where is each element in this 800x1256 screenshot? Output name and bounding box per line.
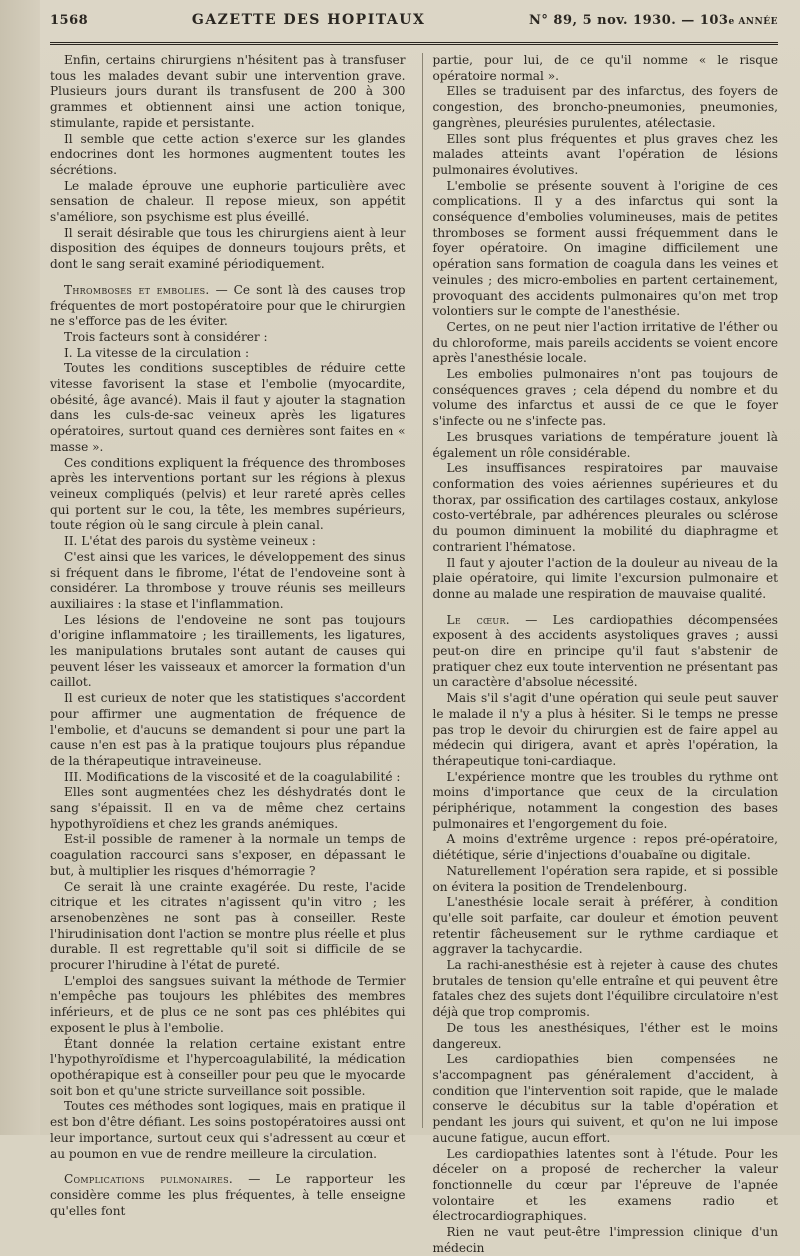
paragraph-text: Enfin, certains chirurgiens n'hésitent pas à transfuser tous les malades devant subir une intervention grave. Plusieurs jours durant ils transfusent de 200 à 300 grammes et obtiennent ainsi une action tonique, stimulante, rapide et persistante. (50, 53, 406, 130)
paragraph (50, 832, 406, 879)
paragraph-text: La rachi-anesthésie est à rejeter à cause des chutes brutales de tension qu'elle entraîne et qui peuvent être fatales chez des sujets dont l'équilibre circulatoire n'est déjà que trop compromis. (432, 958, 778, 1020)
article-columns (50, 53, 778, 1255)
paragraph (433, 958, 779, 1021)
paragraph-text: Les cardiopathies latentes sont à l'étude. Pour les déceler on a proposé de rechercher la valeur fonctionnelle du cœur par l'épreuve de l'apnée volontaire et les examens radio et électrocardiographiques. (432, 1146, 778, 1224)
paragraph (50, 691, 406, 770)
paragraph (433, 320, 779, 367)
paragraph (50, 1037, 406, 1100)
paragraph (50, 361, 406, 455)
paragraph (433, 1147, 779, 1226)
paragraph (433, 367, 779, 430)
header-rule (50, 42, 778, 45)
paragraph-text: Les cardiopathies bien compensées ne s'accompagnent pas généralement d'accident, à condition que l'intervention soit rapide, que le malade conserve le décubitus sur la table d'opération et pendant les jours qui suivent, et qu'on ne lui impose aucune fatigue, aucun effort. (432, 1052, 778, 1145)
paragraph (433, 691, 779, 770)
paragraph (433, 430, 779, 461)
paragraph (50, 179, 406, 226)
section-heading: Thromboses et embolies. (64, 282, 210, 297)
paragraph-text: partie, pour lui, de ce qu'il nomme « le risque opératoire normal ». (432, 53, 778, 83)
paragraph (433, 613, 779, 692)
issue-number: N° 89, 5 nov. 1930. — 103 (529, 13, 729, 28)
paragraph (50, 132, 406, 179)
paragraph-text: Le malade éprouve une euphorie particulière avec sensation de chaleur. Il repose mieux, son appétit s'améliore, son psychisme est plus éveillé. (50, 178, 406, 225)
paragraph-text: — Le rapporteur les considère comme les plus fréquentes, à telle enseigne qu'elles font (50, 1172, 406, 1218)
paragraph-text: Certes, on ne peut nier l'action irritative de l'éther ou du chloroforme, mais pareils accidents se voient encore après l'anesthésie locale. (432, 319, 778, 366)
paragraph-text: II. L'état des parois du système veineux : (64, 534, 316, 549)
paragraph-text: Les brusques variations de température jouent là également un rôle considérable. (432, 429, 778, 460)
paragraph (433, 1021, 779, 1052)
paragraph (433, 1225, 779, 1256)
paragraph-text: L'anesthésie locale serait à préférer, à condition qu'elle soit parfaite, car douleur et émotion peuvent retentir fâcheusement sur le rythme cardiaque et aggraver la tachycardie. (432, 895, 778, 957)
paragraph (433, 864, 779, 895)
paragraph-text: Il faut y ajouter l'action de la douleur au niveau de la plaie opératoire, qui limite l'excursion pulmonaire et donne au malade une respiration de mauvaise qualité. (432, 555, 778, 601)
paragraph (50, 226, 406, 273)
paragraph (50, 785, 406, 832)
paragraph-text: L'emploi des sangsues suivant la méthode de Termier n'empêche pas toujours les phlébites des membres inférieurs, et de plus ce ne sont pas ces phlébites qui exposent le plus à l'embolie. (50, 973, 406, 1035)
left-column (50, 53, 406, 1218)
paragraph-text: Mais s'il s'agit d'une opération qui seule peut sauver le malade il n'y a plus à hésiter. Si le temps ne presse pas trop le devoir du chirurgien est de faire appel au médecin qui dirigera, avant et après l'opération, la thérapeutique toni-cardiaque. (432, 691, 778, 768)
paragraph-text: — Les cardiopathies décompensées exposent à des accidents asystoliques graves ; aussi peut-on dire en principe qu'il faut s'abstenir de pratiquer chez eux toute intervention ne présentant pas un caractère d'absolue nécessité. (432, 612, 778, 690)
paragraph-text: Ce serait là une crainte exagérée. Du reste, l'acide citrique et les citrates n'agissent qu'in vitro ; les arsenobenzènes ne sont pas à conseiller. Reste l'hirudinisation dont l'action se montre plus réelle et plus durable. Il est regrettable qu'il soit si difficile de se procurer l'hirudine à l'état de pureté. (50, 879, 406, 973)
paragraph-text: Elles se traduisent par des infarctus, des foyers de congestion, des broncho-pneumonies, pneumonies, gangrènes, pleurésies purulentes, atélectasie. (432, 84, 778, 130)
paragraph-text: L'embolie se présente souvent à l'origine de ces complications. Il y a des infarctus qui sont la conséquence d'embolies volumineuses, mais de petites thromboses se forment aussi fréquemment dans le foyer opératoire. On imagine difficilement une opération sans formation de coagula dans les veines et veinules ; des micro-embolies en partent certainement, provoquant des accidents pulmonaires qu'on met trop volontiers sur le compte de l'anesthésie. (432, 178, 778, 319)
paragraph-text: I. La vitesse de la circulation : (64, 345, 250, 360)
paragraph-text: Rien ne vaut peut-être l'impression clinique d'un médecin (432, 1225, 778, 1255)
paragraph-text: Il est curieux de noter que les statistiques s'accordent pour affirmer une augmentation de fréquence de l'embolie, et d'aucuns se demandent si pour une part la cause n'en est pas à la pratique toujours plus répandue de la thérapeutique intraveineuse. (50, 691, 406, 768)
paragraph (433, 770, 779, 833)
paragraph (433, 179, 779, 320)
paragraph (433, 461, 779, 555)
paragraph (50, 550, 406, 613)
paragraph (433, 556, 779, 603)
paragraph-text: C'est ainsi que les varices, le développement des sinus si fréquent dans le fibrome, l'état de l'endoveine sont à considérer. La thrombose y trouve réunis ses meilleurs auxiliaires : la stase et l'inflammation. (50, 549, 406, 611)
paragraph-text: Ces conditions expliquent la fréquence des thromboses après les interventions portant sur les régions à plexus veineux compliqués (pelvis) et leur rareté après celles qui portent sur le cou, la tête, les membres supérieurs, toute région où le sang circule à plein canal. (50, 455, 406, 533)
paragraph-text: Les insuffisances respiratoires par mauvaise conformation des voies aériennes supérieures et du thorax, par ossification des cartilages costaux, ankylose costo-vertébrale, par adhérences pleurales ou sclérose du poumon diminuent la mobilité du diaphragme et contrarient l'hématose. (432, 461, 778, 554)
section-heading: Complications pulmonaires. (64, 1172, 234, 1187)
paragraph (50, 53, 406, 132)
paragraph-text: Toutes les conditions susceptibles de réduire cette vitesse favorisent la stase et l'embolie (myocardite, obésité, âge avancé). Mais il faut y ajouter la stagnation dans les culs-de-sac veineux après les ligatures opératoires, surtout quand ces dernières sont faites en « masse ». (50, 361, 406, 454)
section-heading: Le cœur. (446, 612, 510, 627)
paragraph-text: Toutes ces méthodes sont logiques, mais en pratique il est bon d'être défiant. Les soins postopératoires aussi ont leur importance, surtout ceux qui s'adressent au cœur et au poumon en vue de rendre meilleure la circulation. (50, 1099, 406, 1161)
paragraph-text: — Ce sont là des causes trop fréquentes de mort postopératoire pour que le chirurgien ne s'efforce pas de les éviter. (50, 282, 406, 329)
journal-title: GAZETTE DES HOPITAUX (191, 12, 426, 28)
paragraph-text: Est-il possible de ramener à la normale un temps de coagulation raccourci sans s'exposer, en dépassant le but, à multiplier les risques d'hémorragie ? (50, 832, 406, 878)
paragraph (50, 330, 406, 346)
page-header (50, 12, 778, 36)
paragraph (433, 832, 779, 863)
paragraph (433, 132, 779, 179)
paragraph (433, 895, 779, 958)
paragraph (50, 770, 406, 786)
paragraph (50, 534, 406, 550)
paragraph-text: Les lésions de l'endoveine ne sont pas toujours d'origine inflammatoire ; les tiraillements, les ligatures, les manipulations brutales sont autant de causes qui peuvent léser les vaisseaux et amorcer la formation d'un caillot. (50, 612, 406, 690)
paragraph (433, 84, 779, 131)
paragraph (50, 613, 406, 692)
paragraph-text: Les embolies pulmonaires n'ont pas toujours de conséquences graves ; cela dépend du nombre et du volume des infarctus et aussi de ce que le foyer s'infecte ou ne s'infecte pas. (432, 367, 778, 429)
paragraph-text: III. Modifications de la viscosité et de la coagulabilité : (64, 769, 401, 784)
paragraph (433, 1052, 779, 1146)
paragraph-text: Elles sont plus fréquentes et plus graves chez les malades atteints avant l'opération de lésions pulmonaires évolutives. (432, 131, 778, 177)
paragraph (50, 456, 406, 535)
page-number: 1568 (50, 13, 89, 28)
paragraph-text: L'expérience montre que les troubles du rythme ont moins d'importance que ceux de la circulation périphérique, notamment la congestion des bases pulmonaires et l'engorgement du foie. (432, 769, 778, 831)
paragraph-text: Il semble que cette action s'exerce sur les glandes endocrines dont les hormones augmentent toutes les sécrétions. (50, 131, 406, 177)
paragraph-text: Il serait désirable que tous les chirurgiens aient à leur disposition des équipes de donneurs toujours prêts, et dont le sang serait examiné périodiquement. (50, 225, 406, 272)
paragraph (50, 1099, 406, 1162)
paragraph-text: Étant donnée la relation certaine existant entre l'hypothyroïdisme et l'hypercoagulabilité, la médication opothérapique est à conseiller pour peu que le myocarde soit bon et qu'une stricte surveillance soit possible. (50, 1036, 406, 1098)
paragraph-text: Naturellement l'opération sera rapide, et si possible on évitera la position de Trendelenbourg. (432, 863, 778, 894)
page-fold-shadow (0, 0, 40, 1135)
paragraph-text: A moins d'extrême urgence : repos pré-opératoire, diététique, série d'injections d'ouabaïne ou digitale. (432, 832, 778, 863)
paragraph (50, 880, 406, 974)
paragraph (433, 53, 779, 84)
paragraph-text: Elles sont augmentées chez les déshydratés dont le sang s'épaissit. Il en va de même chez certains hypothyroïdiens et chez les grands anémiques. (50, 785, 406, 831)
paragraph (50, 974, 406, 1037)
issue-info (529, 13, 778, 28)
paragraph (50, 283, 406, 330)
paragraph-text: Trois facteurs sont à considérer : (64, 329, 268, 344)
paragraph (50, 1172, 406, 1219)
issue-year-suffix: e ANNÉE (728, 17, 778, 27)
paragraph (50, 346, 406, 362)
right-column (422, 53, 779, 1255)
paragraph-text: De tous les anesthésiques, l'éther est le moins dangereux. (432, 1020, 778, 1051)
